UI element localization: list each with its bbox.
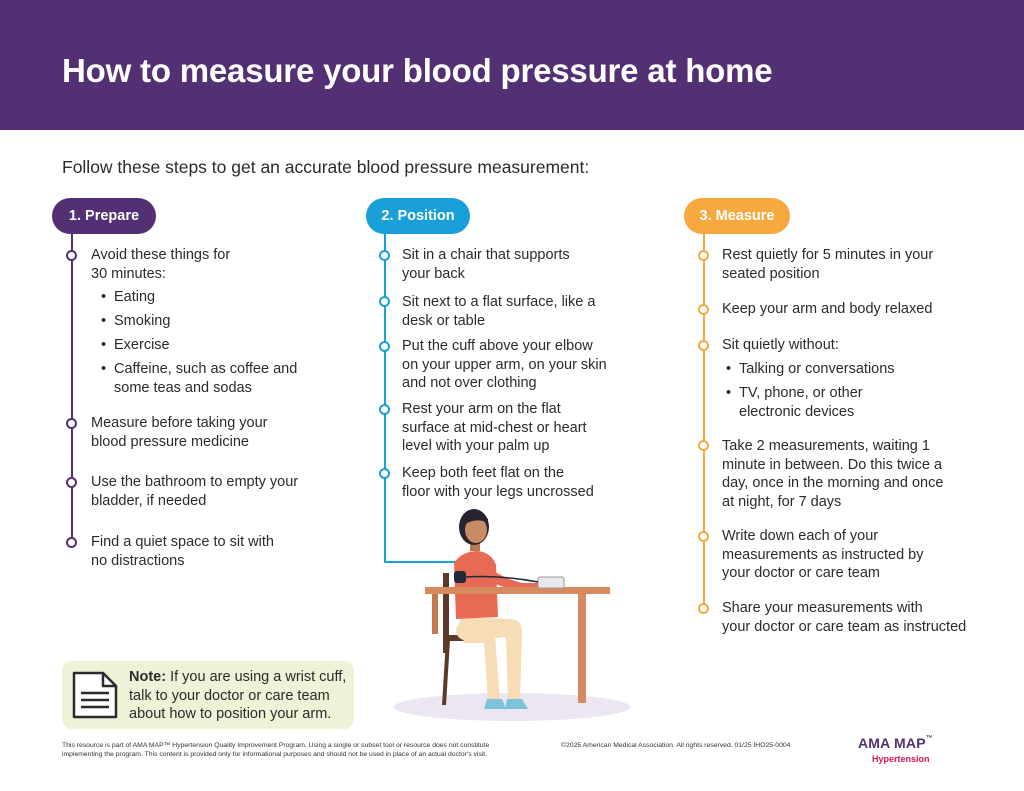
- document-icon: [71, 670, 119, 720]
- intro-text: Follow these steps to get an accurate blood pressure measurement:: [62, 157, 590, 177]
- ama-map-logo: AMA MAP™ Hypertension: [858, 735, 933, 764]
- timeline-dot: [698, 250, 709, 261]
- cuff: [454, 571, 466, 583]
- list-item: Measure before taking your blood pressure medicine: [91, 415, 268, 450]
- list-item: Keep both feet flat on the floor with your legs uncrossed: [402, 465, 594, 500]
- page-title: How to measure your blood pressure at home: [62, 52, 773, 89]
- list-item: Keep your arm and body relaxed: [722, 301, 933, 317]
- list-item: Rest your arm on the flat surface at mid-chest or heart level with your palm up: [402, 401, 587, 454]
- sub-list-item: • TV, phone, or other electronic devices: [726, 385, 863, 420]
- list-item: Sit in a chair that supports your back: [402, 247, 570, 282]
- note-label: Note:: [129, 669, 167, 685]
- sub-list-item: • Eating: [101, 289, 156, 305]
- list-item: Take 2 measurements, waiting 1 minute in between. Do this twice a day, once in the morning and once at night, for 7 days: [722, 438, 944, 510]
- section-pill-measure: 3. Measure: [684, 198, 790, 234]
- list-item: Rest quietly for 5 minutes in your seated position: [722, 247, 934, 282]
- list-item: Sit next to a flat surface, like a desk or table: [402, 294, 596, 329]
- position-timeline: [384, 234, 386, 563]
- timeline-dot: [379, 468, 390, 479]
- timeline-dot: [379, 296, 390, 307]
- timeline-dot: [379, 250, 390, 261]
- timeline-dot: [66, 418, 77, 429]
- measure-timeline: [703, 234, 705, 612]
- list-item: Sit quietly without:: [722, 337, 839, 353]
- sub-list-item: • Caffeine, such as coffee and some teas and sodas: [101, 361, 298, 396]
- section-pill-prepare: 1. Prepare: [52, 198, 156, 234]
- list-item: Avoid these things for 30 minutes:: [91, 247, 231, 282]
- timeline-dot: [698, 603, 709, 614]
- list-item: Write down each of your measurements as instructed by your doctor or care team: [722, 528, 924, 581]
- timeline-dot: [698, 440, 709, 451]
- timeline-dot: [698, 531, 709, 542]
- sub-list-item: • Talking or conversations: [726, 361, 895, 377]
- timeline-dot: [66, 477, 77, 488]
- list-item: Put the cuff above your elbow on your upper arm, on your skin and not over clothing: [402, 338, 607, 391]
- list-item: Use the bathroom to empty your bladder, if needed: [91, 474, 299, 509]
- sub-list-item: • Exercise: [101, 337, 170, 353]
- timeline-dot: [379, 404, 390, 415]
- list-item: Find a quiet space to sit with no distractions: [91, 534, 274, 569]
- copyright-text: ©2025 American Medical Association. All rights reserved. 01/25 IHO25-0004: [561, 742, 791, 749]
- timeline-dot: [66, 537, 77, 548]
- list-item: Share your measurements with your doctor or care team as instructed: [722, 600, 967, 635]
- timeline-dot: [698, 304, 709, 315]
- note-text: Note: If you are using a wrist cuff, talk to your doctor or care team about how to position your arm.: [129, 669, 347, 722]
- section-pill-position: 2. Position: [366, 198, 470, 234]
- timeline-dot: [698, 340, 709, 351]
- woman-measuring-illustration: [392, 505, 632, 725]
- sub-list-item: • Smoking: [101, 313, 171, 329]
- bp-monitor-icon: [538, 577, 564, 588]
- disclaimer-text: This resource is part of AMA MAP™ Hypertension Quality Improvement Program. Using a single or subset tool or resource does not constitute implementing the program. This content is provided only for informational purposes and should not be used in place of an actual doctor's visit.: [62, 742, 490, 758]
- timeline-dot: [66, 250, 77, 261]
- prepare-timeline: [71, 234, 73, 544]
- timeline-dot: [379, 341, 390, 352]
- header-banner: [0, 0, 1024, 130]
